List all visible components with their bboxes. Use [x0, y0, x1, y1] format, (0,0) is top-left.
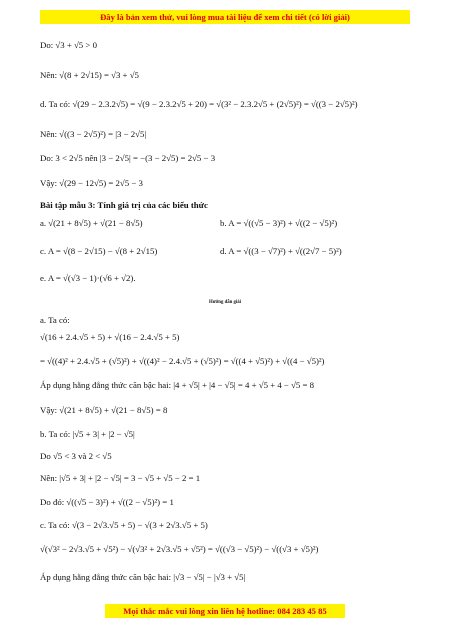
text-line: Áp dụng hằng đẳng thức căn bậc hai: |√3 − √5| − |√3 + √5|: [40, 572, 246, 582]
math-line: √(√3² − 2√3.√5 + √5²) − √(√3² + 2√3.√5 + √5²) = √((√3 − √5)²) − √((√3 + √5)²): [40, 544, 319, 554]
text-line: Do đó: √((√5 − 3)²) + √((2 − √5)²) = 1: [40, 497, 174, 507]
text-line: Do: 3 < 2√5 nên |3 − 2√5| = −(3 − 2√5) = 2√5 − 3: [40, 153, 216, 163]
text-line: Vậy: √(29 − 12√5) = 2√5 − 3: [40, 178, 143, 188]
exercise-item-e: e. A = √(√3 − 1)·(√6 + √2).: [40, 273, 136, 283]
text-line: Vậy: √(21 + 8√5) + √(21 − 8√5) = 8: [40, 405, 168, 415]
text-line: a. Ta có:: [40, 315, 70, 325]
text-line: b. Ta có: |√5 + 3| + |2 − √5|: [40, 429, 135, 439]
solution-heading: Hướng dẫn giải: [209, 300, 241, 305]
text-line: Nên: |√5 + 3| + |2 − √5| = 3 − √5 + √5 − 2 = 1: [40, 473, 201, 483]
text-line: Nên: √(8 + 2√15) = √3 + √5: [40, 70, 139, 80]
text-line: Nên: √((3 − 2√5)²) = |3 − 2√5|: [40, 129, 147, 139]
math-line: √(16 + 2.4.√5 + 5) + √(16 − 2.4.√5 + 5): [40, 332, 180, 342]
text-line: d. Ta có: √(29 − 2.3.2√5) = √(9 − 2.3.2√5 + 20) = √(3² − 2.3.2√5 + (2√5)²) = √((3 − 2√5)²): [40, 99, 358, 109]
exercise-heading: Bài tập mẫu 3: Tính giá trị của các biểu thức: [40, 200, 208, 210]
exercise-item-c: c. A = √(8 − 2√15) − √(8 + 2√15): [40, 246, 158, 256]
exercise-item-a: a. √(21 + 8√5) + √(21 − 8√5): [40, 218, 143, 228]
exercise-item-d: d. A = √((3 − √7)²) + √((2√7 − 5)²): [220, 246, 342, 256]
text-line: Áp dụng hằng đẳng thức căn bậc hai: |4 + √5| + |4 − √5| = 4 + √5 + 4 − √5 = 8: [40, 380, 315, 390]
preview-notice-banner: Đây là bản xem thử, vui lòng mua tài liệu để xem chi tiết (có lời giải): [40, 10, 410, 24]
hotline-banner: Mọi thắc mắc vui lòng xin liên hệ hotline: 084 283 45 85: [105, 604, 345, 618]
exercise-item-b: b. A = √((√5 − 3)²) + √((2 − √5)²): [220, 218, 338, 228]
text-line: c. Ta có: √(3 − 2√3.√5 + 5) − √(3 + 2√3.√5 + 5): [40, 520, 208, 530]
text-line: Do: √3 + √5 > 0: [40, 40, 97, 50]
math-line: = √((4)² + 2.4.√5 + (√5)²) + √((4)² − 2.4.√5 + (√5)²) = √((4 + √5)²) + √((4 − √5)²): [40, 356, 325, 366]
text-line: Do √5 < 3 và 2 < √5: [40, 451, 112, 461]
